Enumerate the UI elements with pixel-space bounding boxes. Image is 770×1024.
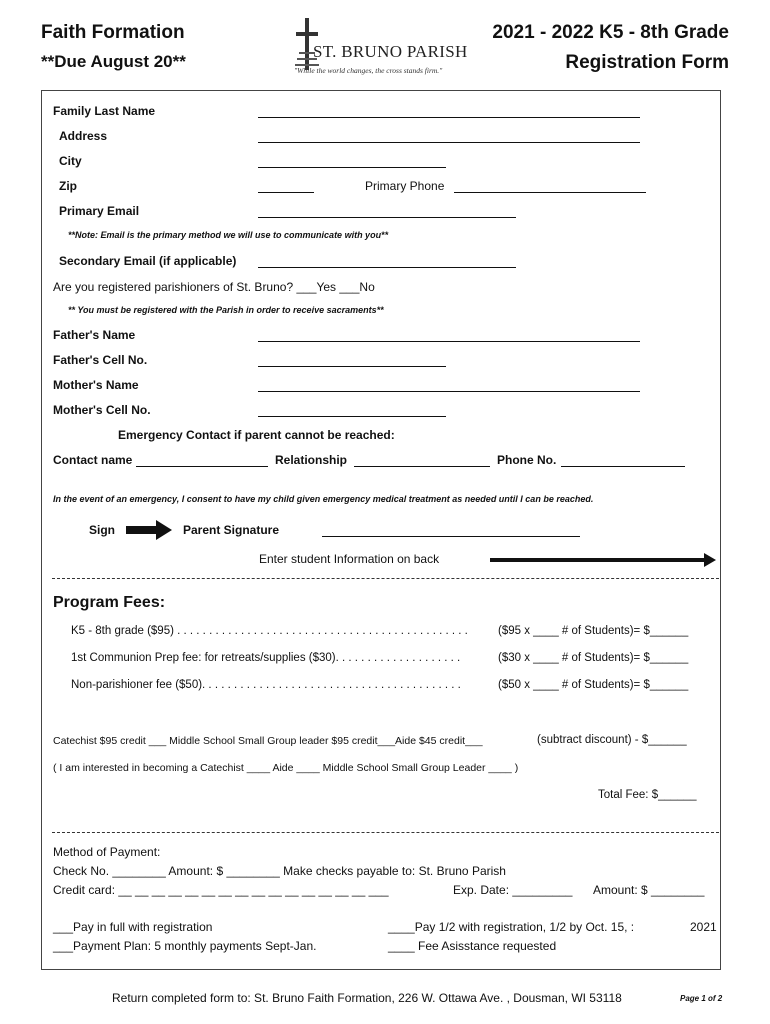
sign-label: Sign [89,523,115,537]
zip-label: Zip [59,179,77,193]
registered-note: ** You must be registered with the Parish in order to receive sacraments** [68,305,384,315]
emergency-title: Emergency Contact if parent cannot be reached: [118,428,395,442]
payment-plan-option[interactable]: ___Payment Plan: 5 monthly payments Sept-Jan. [53,939,317,953]
fee-row-calc[interactable]: ($30 x ____ # of Students)= $______ [498,652,689,664]
fee-row-calc[interactable]: ($50 x ____ # of Students)= $______ [498,679,689,691]
primary-email-field[interactable] [258,217,516,218]
contact-phone-label: Phone No. [497,453,557,467]
email-note: **Note: Email is the primary method we will use to communicate with you** [68,230,389,240]
subtract-discount[interactable]: (subtract discount) - $______ [537,734,687,746]
form-subtitle: Registration Form [565,52,729,73]
form-title: 2021 - 2022 K5 - 8th Grade [492,22,729,43]
family-last-name-label: Family Last Name [53,104,156,118]
father-cell-label: Father's Cell No. [53,353,148,367]
secondary-email-label: Secondary Email (if applicable) [59,254,237,268]
pay-half-option[interactable]: ____Pay 1/2 with registration, 1/2 by Oct. 15, : [388,920,635,934]
father-name-label: Father's Name [53,328,136,342]
page-number: Page 1 of 2 [680,994,723,1003]
total-fee[interactable]: Total Fee: $______ [598,789,697,801]
contact-name-field[interactable] [136,466,268,467]
registered-question[interactable]: Are you registered parishioners of St. Bruno? ___Yes ___No [53,280,375,294]
secondary-email-field[interactable] [258,267,516,268]
fee-row-label: K5 - 8th grade ($95) . . . . . . . . . . . . . . . . . . . . . . . . . . . . . . . . . . . . . . . . . . . . . . [71,625,468,637]
logo-text: ST. BRUNO PARISH [313,42,468,61]
pay-half-year: 2021 [690,920,717,934]
mother-cell-field[interactable] [258,416,446,417]
address-label: Address [59,129,108,143]
consent-text: In the event of an emergency, I consent to have my child given emergency medical treatment as needed until I can be reached. [53,494,594,504]
interest-line[interactable]: ( I am interested in becoming a Catechist ____ Aide ____ Middle School Small Group Leader ____ ) [53,762,519,774]
father-name-field[interactable] [258,341,640,342]
arrow-right-icon [126,519,172,541]
enter-student-note: Enter student Information on back [259,552,440,566]
city-field[interactable] [258,167,446,168]
credit-line[interactable]: Catechist $95 credit ___ Middle School Small Group leader $95 credit___Aide $45 credit___ [53,735,483,747]
relationship-field[interactable] [354,466,490,467]
fee-assistance-option[interactable]: ____ Fee Asisstance requested [388,939,557,953]
parent-signature-field[interactable] [322,536,580,537]
contact-name-label: Contact name [53,453,133,467]
family-last-name-field[interactable] [258,117,640,118]
credit-card-line[interactable]: Credit card: __ __ __ __ __ __ __ __ __ __ __ __ __ __ __ ___ [53,883,389,897]
mother-cell-label: Mother's Cell No. [53,403,151,417]
payment-method-label: Method of Payment: [53,845,161,859]
logo-tagline: "While the world changes, the cross stands firm." [294,66,443,75]
check-line[interactable]: Check No. ________ Amount: $ ________ Make checks payable to: St. Bruno Parish [53,864,506,878]
exp-date-field[interactable]: Exp. Date: _________ [453,883,573,897]
mother-name-field[interactable] [258,391,640,392]
fee-row-label: Non-parishioner fee ($50). . . . . . . . . . . . . . . . . . . . . . . . . . . . . . . . . . . . . . . . . [71,679,461,691]
city-label: City [59,154,82,168]
pay-full-option[interactable]: ___Pay in full with registration [53,920,213,934]
father-cell-field[interactable] [258,366,446,367]
amount-field[interactable]: Amount: $ ________ [593,883,705,897]
section-divider [52,578,719,579]
primary-phone-field[interactable] [454,192,646,193]
fee-row-calc[interactable]: ($95 x ____ # of Students)= $______ [498,625,689,637]
parent-signature-label: Parent Signature [183,523,280,537]
fee-row-label: 1st Communion Prep fee: for retreats/supplies ($30). . . . . . . . . . . . . . . . . . . . [71,652,461,664]
parish-logo [293,18,493,80]
address-field[interactable] [258,142,640,143]
due-date: **Due August 20** [41,52,186,71]
primary-email-label: Primary Email [59,204,140,218]
primary-phone-label: Primary Phone [365,179,445,193]
contact-phone-field[interactable] [561,466,685,467]
relationship-label: Relationship [275,453,348,467]
program-fees-title: Program Fees: [53,594,166,611]
long-arrow-icon [490,552,716,568]
mother-name-label: Mother's Name [53,378,139,392]
header-title: Faith Formation [41,22,185,43]
zip-field[interactable] [258,192,314,193]
section-divider [52,832,719,833]
return-address: Return completed form to: St. Bruno Faith Formation, 226 W. Ottawa Ave. , Dousman, WI 53118 [112,991,622,1005]
